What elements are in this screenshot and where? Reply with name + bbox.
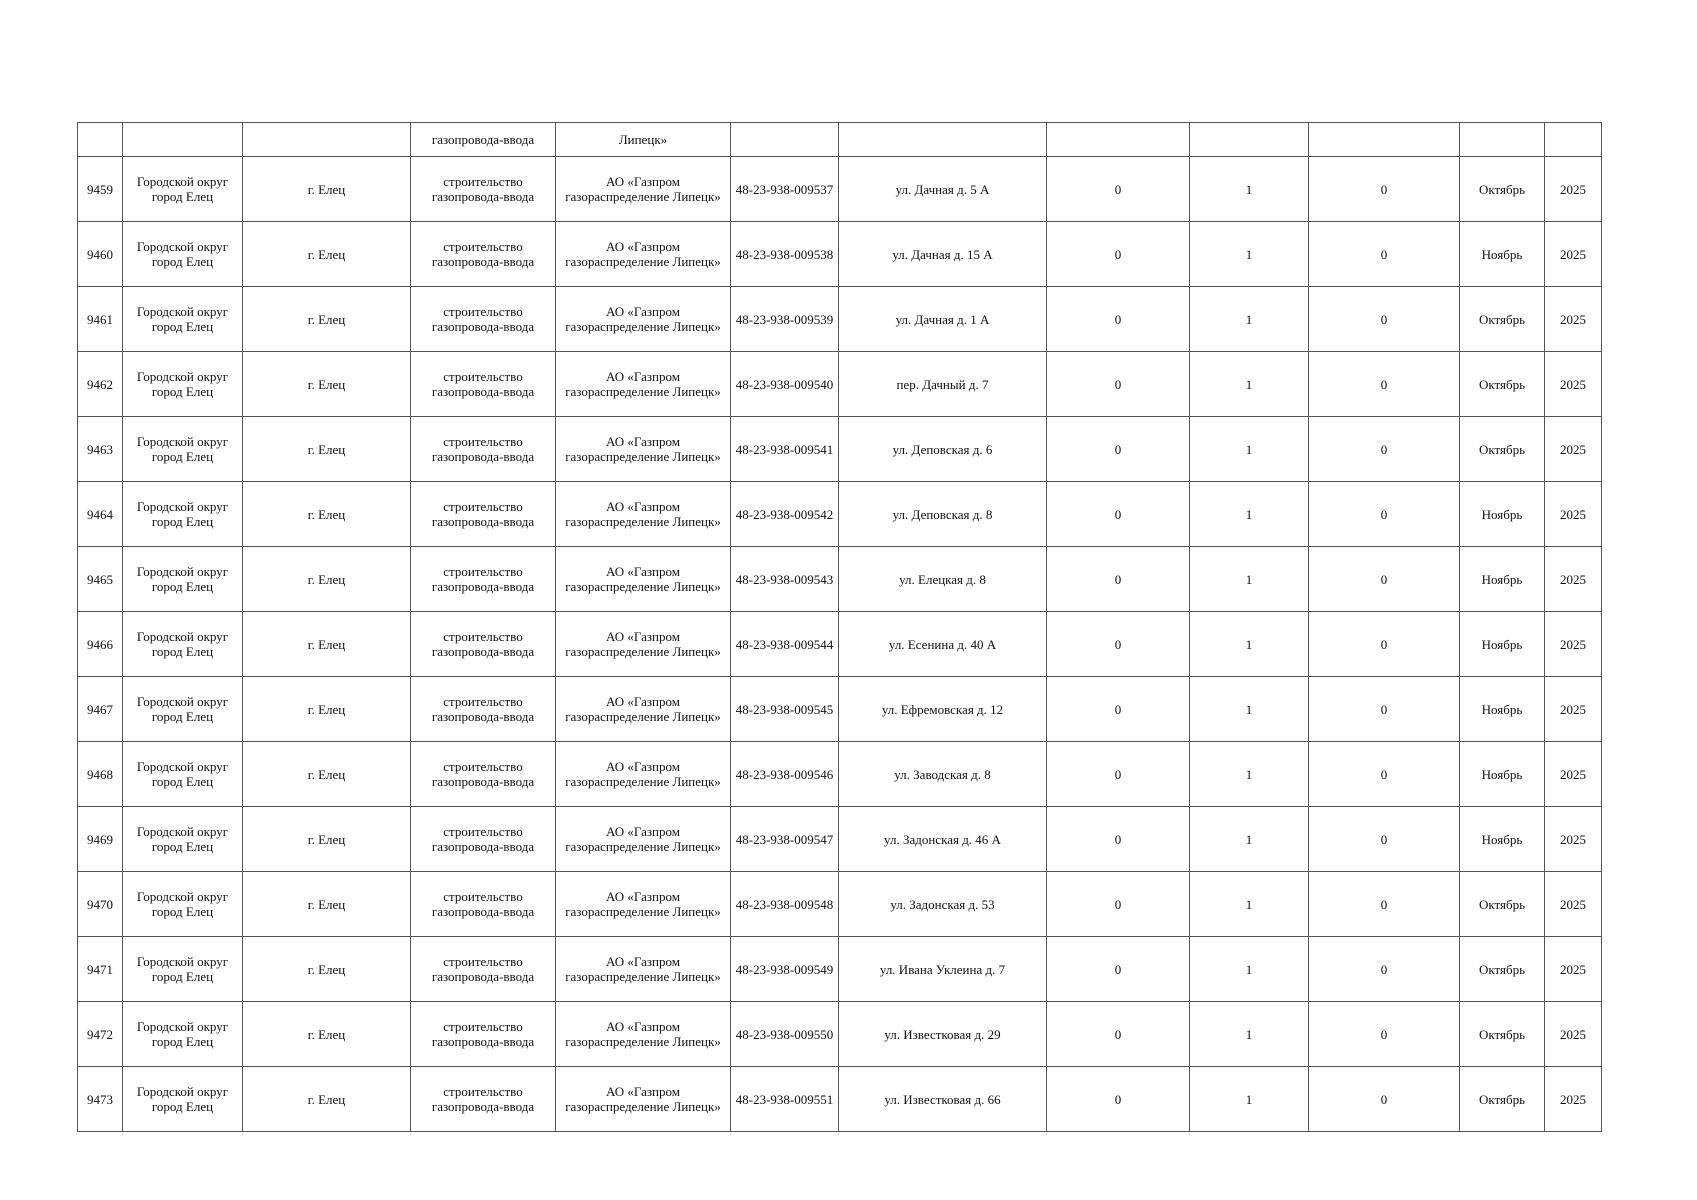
cell-val3: 0 xyxy=(1309,417,1460,482)
cell-year: 2025 xyxy=(1545,547,1602,612)
cell-no: 9473 xyxy=(78,1067,123,1132)
cell-work-type: строительство газопровода-ввода xyxy=(411,807,556,872)
cell-no: 9467 xyxy=(78,677,123,742)
cell-val1: 0 xyxy=(1047,1067,1190,1132)
cell-organization: АО «Газпром газораспределение Липецк» xyxy=(556,417,731,482)
cell-val2: 1 xyxy=(1190,937,1309,1002)
cell-val1: 0 xyxy=(1047,352,1190,417)
cell-work-type: строительство газопровода-ввода xyxy=(411,287,556,352)
cell-val3: 0 xyxy=(1309,612,1460,677)
cell-val3: 0 xyxy=(1309,1067,1460,1132)
cell-work-type: строительство газопровода-ввода xyxy=(411,1067,556,1132)
gas-connection-table xyxy=(77,122,1602,1132)
cell-val3: 0 xyxy=(1309,352,1460,417)
cell-no: 9472 xyxy=(78,1002,123,1067)
table-row xyxy=(78,677,1602,742)
cell-val1: 0 xyxy=(1047,807,1190,872)
cell-address: ул. Задонская д. 46 А xyxy=(839,807,1047,872)
table-row xyxy=(78,742,1602,807)
cell-settlement: г. Елец xyxy=(243,872,411,937)
cell-month: Октябрь xyxy=(1460,352,1545,417)
cell-organization: АО «Газпром газораспределение Липецк» xyxy=(556,937,731,1002)
cell-no: 9460 xyxy=(78,222,123,287)
cell-val1: 0 xyxy=(1047,482,1190,547)
cell-organization: АО «Газпром газораспределение Липецк» xyxy=(556,482,731,547)
table-row xyxy=(78,482,1602,547)
cell-month: Октябрь xyxy=(1460,157,1545,222)
cell-settlement: г. Елец xyxy=(243,1067,411,1132)
cell-no: 9469 xyxy=(78,807,123,872)
cell-object-code: 48-23-938-009537 xyxy=(731,157,839,222)
cell-year: 2025 xyxy=(1545,677,1602,742)
cell-object-code: 48-23-938-009540 xyxy=(731,352,839,417)
cell-val1: 0 xyxy=(1047,937,1190,1002)
cell-municipality: Городской округ город Елец xyxy=(123,417,243,482)
cell-val1: 0 xyxy=(1047,157,1190,222)
cell-organization: АО «Газпром газораспределение Липецк» xyxy=(556,352,731,417)
cell-year: 2025 xyxy=(1545,287,1602,352)
cell-val2 xyxy=(1190,123,1309,157)
table-row xyxy=(78,612,1602,677)
cell-settlement: г. Елец xyxy=(243,352,411,417)
cell-month: Ноябрь xyxy=(1460,222,1545,287)
cell-object-code: 48-23-938-009543 xyxy=(731,547,839,612)
cell-address: ул. Задонская д. 53 xyxy=(839,872,1047,937)
cell-no xyxy=(78,123,123,157)
cell-work-type: строительство газопровода-ввода xyxy=(411,677,556,742)
table-row xyxy=(78,157,1602,222)
cell-organization: АО «Газпром газораспределение Липецк» xyxy=(556,157,731,222)
cell-object-code: 48-23-938-009539 xyxy=(731,287,839,352)
cell-val2: 1 xyxy=(1190,157,1309,222)
cell-year xyxy=(1545,123,1602,157)
table-row xyxy=(78,547,1602,612)
cell-val3: 0 xyxy=(1309,807,1460,872)
cell-no: 9465 xyxy=(78,547,123,612)
cell-municipality: Городской округ город Елец xyxy=(123,612,243,677)
cell-val3: 0 xyxy=(1309,937,1460,1002)
cell-work-type: строительство газопровода-ввода xyxy=(411,547,556,612)
cell-val2: 1 xyxy=(1190,807,1309,872)
cell-municipality: Городской округ город Елец xyxy=(123,547,243,612)
cell-settlement: г. Елец xyxy=(243,937,411,1002)
cell-month: Октябрь xyxy=(1460,417,1545,482)
cell-settlement: г. Елец xyxy=(243,677,411,742)
cell-municipality: Городской округ город Елец xyxy=(123,352,243,417)
cell-work-type: газопровода-ввода xyxy=(411,123,556,157)
cell-val1: 0 xyxy=(1047,1002,1190,1067)
cell-municipality xyxy=(123,123,243,157)
cell-work-type: строительство газопровода-ввода xyxy=(411,482,556,547)
cell-val1: 0 xyxy=(1047,417,1190,482)
cell-month: Ноябрь xyxy=(1460,807,1545,872)
cell-val3 xyxy=(1309,123,1460,157)
cell-work-type: строительство газопровода-ввода xyxy=(411,417,556,482)
table-row xyxy=(78,417,1602,482)
cell-no: 9462 xyxy=(78,352,123,417)
cell-municipality: Городской округ город Елец xyxy=(123,482,243,547)
cell-val3: 0 xyxy=(1309,677,1460,742)
cell-year: 2025 xyxy=(1545,417,1602,482)
table-row xyxy=(78,1067,1602,1132)
cell-no: 9459 xyxy=(78,157,123,222)
cell-val3: 0 xyxy=(1309,287,1460,352)
cell-val3: 0 xyxy=(1309,742,1460,807)
cell-address: пер. Дачный д. 7 xyxy=(839,352,1047,417)
cell-settlement: г. Елец xyxy=(243,222,411,287)
table-row xyxy=(78,807,1602,872)
cell-settlement: г. Елец xyxy=(243,157,411,222)
cell-no: 9466 xyxy=(78,612,123,677)
cell-object-code: 48-23-938-009544 xyxy=(731,612,839,677)
cell-object-code: 48-23-938-009541 xyxy=(731,417,839,482)
cell-municipality: Городской округ город Елец xyxy=(123,807,243,872)
cell-organization: АО «Газпром газораспределение Липецк» xyxy=(556,287,731,352)
cell-month: Ноябрь xyxy=(1460,742,1545,807)
cell-address: ул. Известковая д. 29 xyxy=(839,1002,1047,1067)
cell-val1: 0 xyxy=(1047,287,1190,352)
cell-val3: 0 xyxy=(1309,872,1460,937)
cell-object-code: 48-23-938-009548 xyxy=(731,872,839,937)
cell-address: ул. Дачная д. 1 А xyxy=(839,287,1047,352)
cell-no: 9463 xyxy=(78,417,123,482)
cell-work-type: строительство газопровода-ввода xyxy=(411,352,556,417)
cell-address: ул. Ивана Уклеина д. 7 xyxy=(839,937,1047,1002)
cell-settlement: г. Елец xyxy=(243,547,411,612)
cell-address: ул. Известковая д. 66 xyxy=(839,1067,1047,1132)
table-body xyxy=(78,123,1602,1132)
cell-val1: 0 xyxy=(1047,612,1190,677)
cell-organization: АО «Газпром газораспределение Липецк» xyxy=(556,547,731,612)
cell-organization: Липецк» xyxy=(556,123,731,157)
cell-month: Октябрь xyxy=(1460,287,1545,352)
cell-settlement: г. Елец xyxy=(243,612,411,677)
cell-val2: 1 xyxy=(1190,1067,1309,1132)
cell-work-type: строительство газопровода-ввода xyxy=(411,872,556,937)
cell-settlement: г. Елец xyxy=(243,417,411,482)
cell-year: 2025 xyxy=(1545,352,1602,417)
cell-month: Ноябрь xyxy=(1460,677,1545,742)
cell-settlement: г. Елец xyxy=(243,742,411,807)
cell-address: ул. Ефремовская д. 12 xyxy=(839,677,1047,742)
cell-organization: АО «Газпром газораспределение Липецк» xyxy=(556,612,731,677)
cell-year: 2025 xyxy=(1545,742,1602,807)
cell-municipality: Городской округ город Елец xyxy=(123,677,243,742)
cell-object-code: 48-23-938-009547 xyxy=(731,807,839,872)
cell-settlement xyxy=(243,123,411,157)
cell-object-code: 48-23-938-009538 xyxy=(731,222,839,287)
table-row xyxy=(78,222,1602,287)
cell-work-type: строительство газопровода-ввода xyxy=(411,612,556,677)
cell-month: Ноябрь xyxy=(1460,547,1545,612)
cell-municipality: Городской округ город Елец xyxy=(123,872,243,937)
cell-val3: 0 xyxy=(1309,482,1460,547)
cell-organization: АО «Газпром газораспределение Липецк» xyxy=(556,872,731,937)
cell-val3: 0 xyxy=(1309,547,1460,612)
cell-no: 9464 xyxy=(78,482,123,547)
cell-address xyxy=(839,123,1047,157)
cell-month: Октябрь xyxy=(1460,937,1545,1002)
cell-month: Октябрь xyxy=(1460,872,1545,937)
cell-work-type: строительство газопровода-ввода xyxy=(411,937,556,1002)
cell-organization: АО «Газпром газораспределение Липецк» xyxy=(556,742,731,807)
cell-municipality: Городской округ город Елец xyxy=(123,1067,243,1132)
cell-year: 2025 xyxy=(1545,937,1602,1002)
cell-municipality: Городской округ город Елец xyxy=(123,287,243,352)
cell-municipality: Городской округ город Елец xyxy=(123,1002,243,1067)
cell-object-code: 48-23-938-009542 xyxy=(731,482,839,547)
cell-val1: 0 xyxy=(1047,872,1190,937)
cell-val1 xyxy=(1047,123,1190,157)
cell-organization: АО «Газпром газораспределение Липецк» xyxy=(556,807,731,872)
cell-year: 2025 xyxy=(1545,872,1602,937)
cell-settlement: г. Елец xyxy=(243,287,411,352)
cell-work-type: строительство газопровода-ввода xyxy=(411,222,556,287)
cell-work-type: строительство газопровода-ввода xyxy=(411,742,556,807)
cell-object-code: 48-23-938-009551 xyxy=(731,1067,839,1132)
cell-val2: 1 xyxy=(1190,417,1309,482)
cell-object-code: 48-23-938-009545 xyxy=(731,677,839,742)
cell-object-code: 48-23-938-009550 xyxy=(731,1002,839,1067)
cell-val3: 0 xyxy=(1309,1002,1460,1067)
cell-val2: 1 xyxy=(1190,222,1309,287)
cell-settlement: г. Елец xyxy=(243,1002,411,1067)
cell-val2: 1 xyxy=(1190,352,1309,417)
cell-year: 2025 xyxy=(1545,612,1602,677)
cell-year: 2025 xyxy=(1545,222,1602,287)
cell-address: ул. Дачная д. 15 А xyxy=(839,222,1047,287)
cell-year: 2025 xyxy=(1545,157,1602,222)
cell-municipality: Городской округ город Елец xyxy=(123,937,243,1002)
cell-val2: 1 xyxy=(1190,742,1309,807)
cell-month: Октябрь xyxy=(1460,1067,1545,1132)
cell-organization: АО «Газпром газораспределение Липецк» xyxy=(556,1002,731,1067)
cell-month: Ноябрь xyxy=(1460,612,1545,677)
cell-work-type: строительство газопровода-ввода xyxy=(411,1002,556,1067)
cell-no: 9461 xyxy=(78,287,123,352)
cell-object-code: 48-23-938-009546 xyxy=(731,742,839,807)
cell-address: ул. Есенина д. 40 А xyxy=(839,612,1047,677)
cell-year: 2025 xyxy=(1545,807,1602,872)
table-row xyxy=(78,937,1602,1002)
table-row xyxy=(78,287,1602,352)
cell-val2: 1 xyxy=(1190,287,1309,352)
cell-object-code: 48-23-938-009549 xyxy=(731,937,839,1002)
cell-val2: 1 xyxy=(1190,547,1309,612)
cell-val1: 0 xyxy=(1047,677,1190,742)
cell-val2: 1 xyxy=(1190,612,1309,677)
cell-val3: 0 xyxy=(1309,157,1460,222)
cell-organization: АО «Газпром газораспределение Липецк» xyxy=(556,222,731,287)
cell-val1: 0 xyxy=(1047,547,1190,612)
cell-no: 9471 xyxy=(78,937,123,1002)
cell-val2: 1 xyxy=(1190,677,1309,742)
cell-year: 2025 xyxy=(1545,1067,1602,1132)
cell-organization: АО «Газпром газораспределение Липецк» xyxy=(556,1067,731,1132)
table-row xyxy=(78,352,1602,417)
cell-month: Октябрь xyxy=(1460,1002,1545,1067)
cell-address: ул. Дачная д. 5 А xyxy=(839,157,1047,222)
cell-address: ул. Елецкая д. 8 xyxy=(839,547,1047,612)
cell-settlement: г. Елец xyxy=(243,807,411,872)
cell-val1: 0 xyxy=(1047,742,1190,807)
cell-object-code xyxy=(731,123,839,157)
cell-no: 9470 xyxy=(78,872,123,937)
cell-settlement: г. Елец xyxy=(243,482,411,547)
cell-organization: АО «Газпром газораспределение Липецк» xyxy=(556,677,731,742)
table-row xyxy=(78,1002,1602,1067)
table-row xyxy=(78,872,1602,937)
cell-val2: 1 xyxy=(1190,872,1309,937)
cell-municipality: Городской округ город Елец xyxy=(123,222,243,287)
cell-address: ул. Заводская д. 8 xyxy=(839,742,1047,807)
cell-val2: 1 xyxy=(1190,482,1309,547)
table-row-continuation xyxy=(78,123,1602,157)
cell-municipality: Городской округ город Елец xyxy=(123,742,243,807)
cell-val1: 0 xyxy=(1047,222,1190,287)
cell-year: 2025 xyxy=(1545,1002,1602,1067)
cell-address: ул. Деповская д. 6 xyxy=(839,417,1047,482)
document-page xyxy=(77,122,1601,1132)
cell-val2: 1 xyxy=(1190,1002,1309,1067)
cell-municipality: Городской округ город Елец xyxy=(123,157,243,222)
cell-address: ул. Деповская д. 8 xyxy=(839,482,1047,547)
cell-val3: 0 xyxy=(1309,222,1460,287)
cell-year: 2025 xyxy=(1545,482,1602,547)
cell-month xyxy=(1460,123,1545,157)
cell-month: Ноябрь xyxy=(1460,482,1545,547)
cell-work-type: строительство газопровода-ввода xyxy=(411,157,556,222)
cell-no: 9468 xyxy=(78,742,123,807)
